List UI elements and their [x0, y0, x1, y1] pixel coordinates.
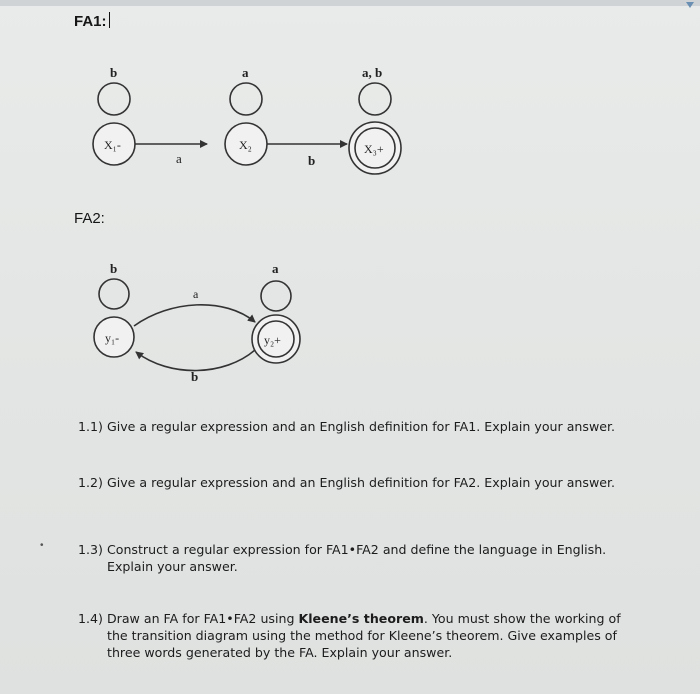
fa2-y2-loop-label: a	[272, 261, 279, 276]
fa2-y1-self-loop	[99, 279, 129, 309]
fa1-heading: FA1:	[74, 12, 110, 30]
question-number: 1.3)	[78, 542, 103, 557]
question-1-4	[78, 610, 638, 661]
question-text-line-2: the transition diagram using the method for Kleene’s theorem. Give examples of	[107, 628, 617, 643]
fa2-edge-b-label: b	[191, 369, 199, 384]
question-text: Give a regular expression and an English definition for FA2. Explain your answer.	[106, 475, 616, 490]
fa2-edge-a-label: a	[193, 287, 199, 301]
question-text-line-2: Explain your answer.	[107, 559, 238, 574]
fa1-x3-self-loop	[359, 83, 391, 115]
fa1-edge-b-label: b	[308, 153, 316, 168]
fa1-x2-self-loop	[230, 83, 262, 115]
fa1-state-x1-label: X₁-	[104, 138, 121, 152]
fa2-state-y2-label: y₂+	[264, 333, 281, 347]
fa2-edge-y2-y1	[136, 350, 255, 371]
fa1-state-x3-label: X₃+	[364, 142, 384, 156]
fa2-diagram	[94, 261, 300, 384]
question-number: 1.4)	[78, 611, 103, 626]
question-number: 1.2)	[78, 475, 103, 490]
fa1-state-x2-label: X₂	[239, 138, 252, 152]
fa1-x1-self-loop	[98, 83, 130, 115]
fa2-y2-self-loop	[261, 281, 291, 311]
fa2-edge-y1-y2	[134, 305, 255, 326]
fa1-x1-loop-label: b	[110, 65, 118, 80]
fa1-diagram	[93, 65, 401, 174]
fa2-state-y1-label: y₁-	[105, 331, 120, 345]
fa2-heading: FA2:	[74, 210, 105, 227]
question-number: 1.1)	[78, 419, 103, 434]
fa1-x3-loop-label: a, b	[362, 65, 383, 80]
question-text-bold-term: Kleene’s theorem	[298, 611, 424, 626]
question-1-3	[78, 541, 638, 575]
fa1-x2-loop-label: a	[242, 65, 249, 80]
question-text: Give a regular expression and an English definition for FA1. Explain your answer.	[106, 419, 616, 434]
question-text-line-1-pre: Draw an FA for FA1•FA2 using	[106, 611, 299, 626]
fa2-y1-loop-label: b	[110, 261, 118, 276]
question-text-line-1: Construct a regular expression for FA1•FA2 and define the language in English.	[106, 542, 607, 557]
question-1-1	[78, 418, 638, 435]
question-1-2	[78, 474, 638, 491]
question-text-line-3: three words generated by the FA. Explain your answer.	[107, 645, 453, 660]
bullet-dot: •	[40, 540, 44, 551]
fa1-edge-a-label: a	[176, 151, 182, 166]
question-text-line-1-post: . You must show the working of	[423, 611, 621, 626]
